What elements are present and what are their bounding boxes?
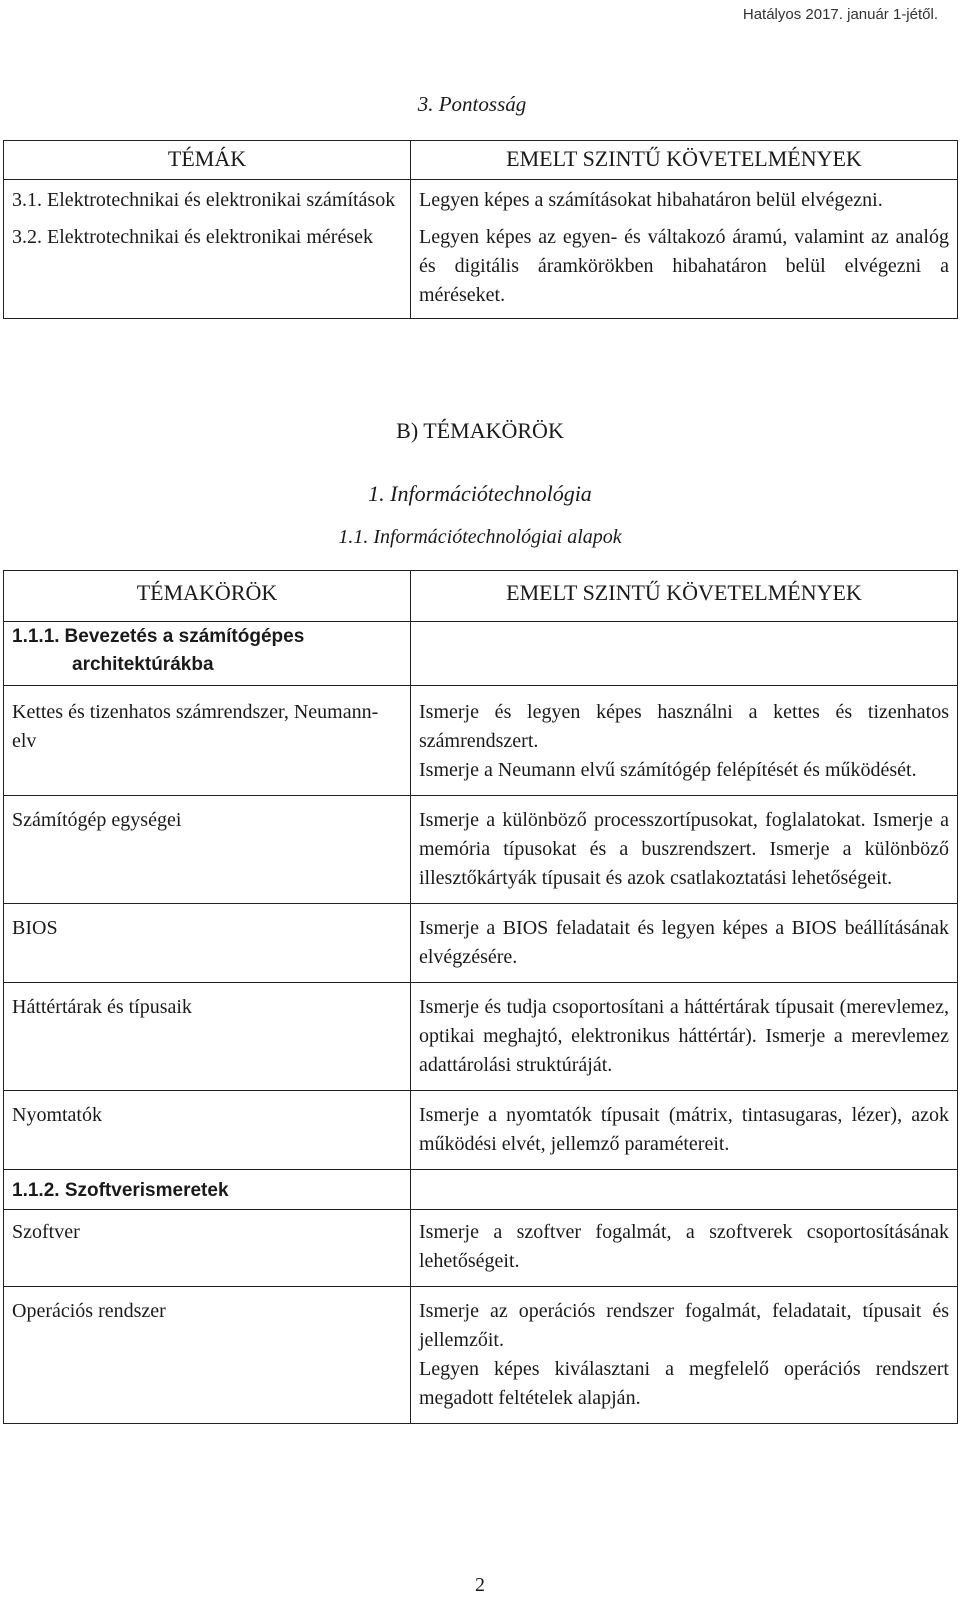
topic-cell: Kettes és tizenhatos számrendszer, Neumann-elv [4,685,411,795]
requirement-cell: Ismerje a BIOS feladatait és legyen képes a BIOS beállításának elvégzésére. [411,903,958,982]
requirement-cell: Ismerje a különböző processzortípusokat, foglalatokat. Ismerje a memória típusokat és a buszrendszert. Ismerje a különböző illesztőkártyák típusait és azok csatlakoztatási lehetőségeit. [411,795,958,903]
subsection-heading [4,622,411,686]
table-row [4,982,958,1090]
section-title-temakorok: B) TÉMAKÖRÖK [396,418,564,443]
validity-note: Hatályos 2017. január 1-jétől. [742,6,938,23]
requirement-text: Ismerje az operációs rendszer fogalmát, feladatait, típusait és jellemzőit. [419,1299,949,1351]
requirement-text: Ismerje és legyen képes használni a kettes és tizenhatos számrendszert. [419,700,949,752]
topic-cell: Háttértárak és típusaik [4,982,411,1090]
table-header-row [4,141,958,180]
requirement-cell: Legyen képes a számításokat hibahatáron belül elvégezni. [411,180,958,218]
subsection-number: 1.1.1. [12,626,60,647]
table-row [4,1209,958,1286]
subsection-title-line2: architektúrákba [72,654,214,675]
requirement-cell: Ismerje a szoftver fogalmát, a szoftverek csoportosításának lehetőségeit. [411,1209,958,1286]
topic-cell: Nyomtatók [4,1090,411,1169]
requirement-cell: Ismerje a nyomtatók típusait (mátrix, tintasugaras, lézer), azok működési elvét, jellemző paramétereit. [411,1090,958,1169]
empty-cell [411,1169,958,1209]
column-header-emelt-szintu: EMELT SZINTŰ KÖVETELMÉNYEK [411,141,958,180]
column-header-temak: TÉMÁK [4,141,411,180]
requirement-cell: Legyen képes az egyen- és váltakozó áramú, valamint az analóg és digitális áramkörökben hibahatáron belül elvégezni a méréseket. [411,217,958,319]
topic-cell: BIOS [4,903,411,982]
subsection-title: Bevezetés a számítógépes [64,626,305,647]
requirement-cell: Ismerje és tudja csoportosítani a háttértárak típusait (merevlemez, optikai meghajtó, elektronikus háttértár). Ismerje a merevlemez adattárolási struktúráját. [411,982,958,1090]
section-title-informaciotechnologia: 1. Információtechnológia [368,481,592,506]
table-row [4,217,958,319]
subsection-row [4,622,958,686]
page-number: 2 [475,1574,485,1596]
section-title-alapok: 1.1. Információtechnológiai alapok [338,526,622,548]
requirement-cell [411,1286,958,1423]
topic-cell: Számítógép egységei [4,795,411,903]
column-header-emelt-szintu: EMELT SZINTŰ KÖVETELMÉNYEK [411,571,958,622]
topic-cell: 3.1. Elektrotechnikai és elektronikai számítások [4,180,411,218]
subsection-row [4,1169,958,1209]
topic-cell: 3.2. Elektrotechnikai és elektronikai mérések [4,217,411,319]
empty-cell [411,622,958,686]
topic-cell: Operációs rendszer [4,1286,411,1423]
subsection-title: 1.1.2. Szoftverismeretek [12,1179,229,1201]
requirement-text: Ismerje a Neumann elvű számítógép felépítését és működését. [419,758,917,781]
table-header-row [4,571,958,622]
topic-cell: Szoftver [4,1209,411,1286]
table-row [4,1286,958,1423]
table-row [4,1090,958,1169]
section-title-pontossag: 3. Pontosság [417,92,527,116]
requirements-table-pontossag [3,140,958,319]
requirement-text: Legyen képes kiválasztani a megfelelő operációs rendszert megadott feltételek alapján. [419,1357,949,1409]
table-row [4,903,958,982]
subsection-heading [4,1169,411,1209]
requirements-table-informaciotechnologia [3,570,958,1424]
requirement-cell [411,685,958,795]
column-header-temakorok: TÉMAKÖRÖK [4,571,411,622]
table-row [4,685,958,795]
table-row [4,795,958,903]
table-row [4,180,958,218]
